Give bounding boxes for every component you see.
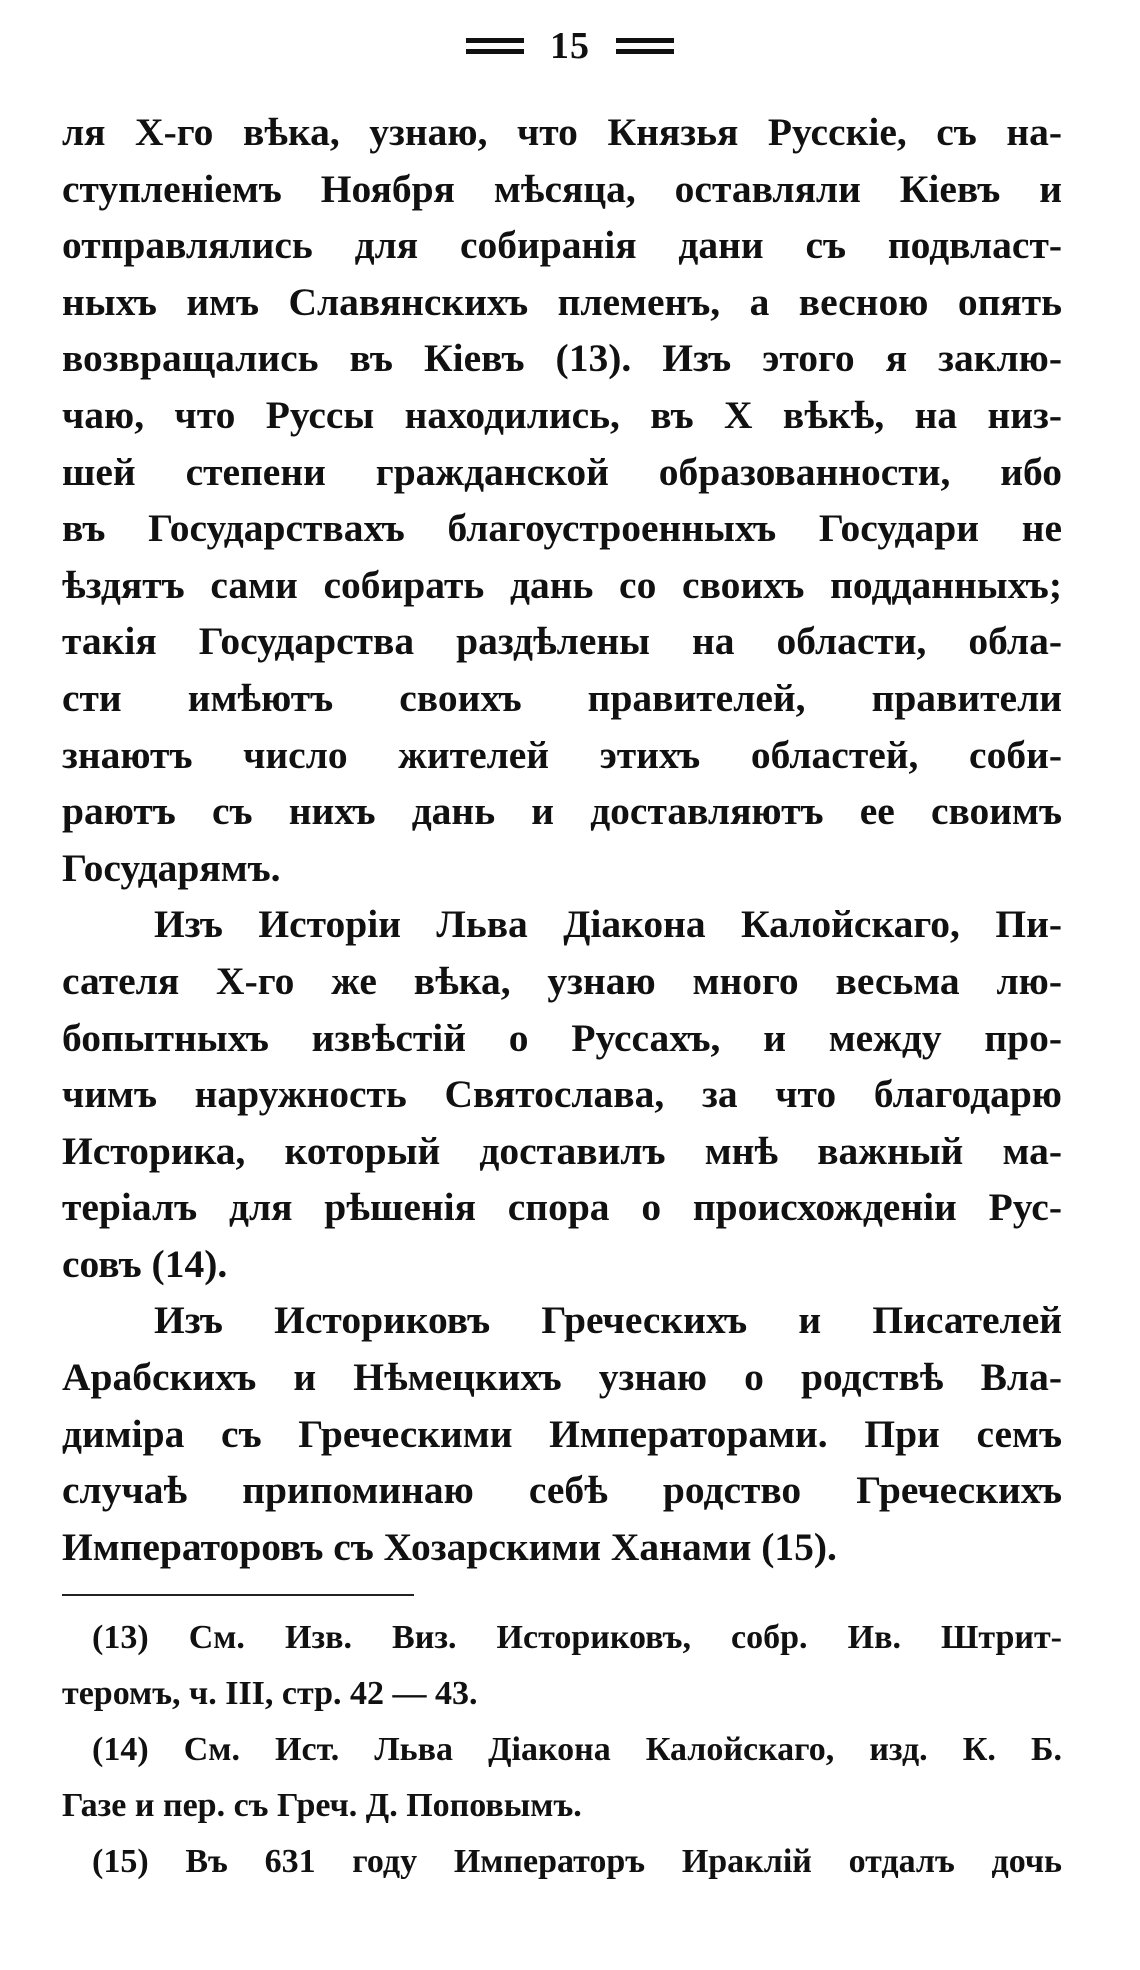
header-rule-left (466, 36, 524, 56)
body-line: Изъ Исторіи Льва Діакона Калойскаго, Пи- (154, 902, 1062, 947)
body-line: знаютъ число жителей этихъ областей, соби- (62, 732, 1062, 777)
body-line: отправлялись для собиранія дани съ подвласт- (62, 223, 1062, 268)
body-line: совъ (14). (62, 1241, 228, 1286)
page-header (0, 14, 1140, 78)
page-number: 15 (550, 25, 590, 67)
body-line: Императоровъ съ Хозарскими Ханами (15). (62, 1524, 837, 1569)
footnote-separator (62, 1594, 414, 1596)
body-line: ступленіемъ Ноября мѣсяца, оставляли Кіевъ и (62, 166, 1062, 211)
body-line: шей степени гражданской образованности, ибо (62, 449, 1062, 494)
footnote-line: (15) Въ 631 году Императоръ Ираклій отдалъ дочь (92, 1843, 1062, 1880)
body-line: въ Государствахъ благоустроенныхъ Государи не (62, 506, 1062, 551)
body-line: ныхъ имъ Славянскихъ племенъ, а весною опять (62, 279, 1062, 324)
body-line: бопытныхъ извѣстій о Руссахъ, и между про- (62, 1015, 1062, 1060)
header-rule-right (616, 36, 674, 56)
body-line: теріалъ для рѣшенія спора о происхожденіи Рус- (62, 1185, 1062, 1230)
body-line: чаю, что Руссы находились, въ X вѣкѣ, на низ- (62, 392, 1062, 437)
body-line: Историка, который доставилъ мнѣ важный ма- (62, 1128, 1062, 1173)
body-line: ля X-го вѣка, узнаю, что Князья Русскіе, съ на- (62, 110, 1062, 154)
body-line: Государямъ. (62, 845, 281, 890)
body-line: ѣздятъ сами собирать дань со своихъ подданныхъ; (62, 562, 1062, 607)
footnote-line: Газе и пер. съ Греч. Д. Поповымъ. (62, 1787, 582, 1824)
body-text (62, 104, 1062, 1575)
footnotes (62, 1610, 1062, 1890)
body-line: такія Государства раздѣлены на области, обла- (62, 619, 1062, 664)
body-line: раютъ съ нихъ дань и доставляютъ ее своимъ (62, 789, 1062, 834)
body-line: сателя X-го же вѣка, узнаю много весьма лю- (62, 958, 1062, 1003)
body-line: случаѣ припоминаю себѣ родство Греческихъ (62, 1468, 1062, 1513)
body-line: чимъ наружность Святослава, за что благодарю (62, 1072, 1062, 1117)
body-line: сти имѣютъ своихъ правителей, правители (62, 675, 1062, 720)
footnote-line: теромъ, ч. III, стр. 42 — 43. (62, 1675, 478, 1712)
body-line: возвращались въ Кіевъ (13). Изъ этого я заклю- (62, 336, 1062, 381)
body-line: Изъ Историковъ Греческихъ и Писателей (154, 1298, 1062, 1343)
footnote-line: (14) См. Ист. Льва Діакона Калойскаго, изд. К. Б. (92, 1731, 1062, 1768)
body-line: Арабскихъ и Нѣмецкихъ узнаю о родствѣ Вла- (62, 1355, 1062, 1400)
footnote-line: (13) См. Изв. Виз. Историковъ, собр. Ив. Штрит- (92, 1619, 1062, 1656)
body-line: диміра съ Греческими Императорами. При семъ (62, 1411, 1062, 1456)
